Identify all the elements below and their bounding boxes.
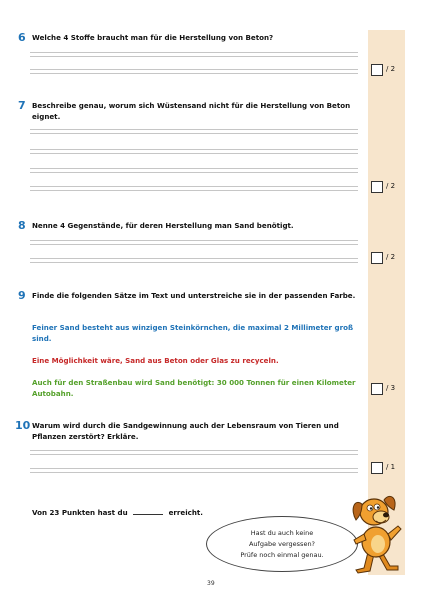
answer-line[interactable] [30,468,358,473]
max-points: / 3 [386,384,396,392]
sentence-blue: Feiner Sand besteht aus winzigen Steinkörnchen, die maximal 2 Millimeter groß sind. [32,323,354,343]
score-box-q10 [368,462,405,478]
score-box-q6 [368,64,405,80]
question-text: Warum wird durch die Sandgewinnung auch der Lebensraum von Tieren und Pflanzen zerstört? Erkläre. [32,421,339,441]
answer-line[interactable] [30,450,358,455]
answer-line[interactable] [30,168,358,173]
max-points: / 2 [386,65,396,73]
answer-line[interactable] [30,52,358,57]
question-text: Beschreibe genau, worum sich Wüstensand nicht für die Herstellung von Beton eignet. [32,101,351,121]
question-number: 10 [15,419,31,432]
bubble-line-2: Aufgabe vergessen? [248,540,316,548]
answer-line[interactable] [30,69,358,74]
answer-line[interactable] [30,258,358,263]
question-text: Welche 4 Stoffe braucht man für die Herstellung von Beton? [32,33,274,42]
question-10 [15,419,363,444]
score-input[interactable] [371,462,383,474]
total-score-blank[interactable] [133,507,163,515]
score-box-q9 [368,383,405,399]
bubble-line-1: Hast du auch keine [250,529,314,537]
sentence-red: Eine Möglichkeit wäre, Sand aus Beton oder Glas zu recyceln. [32,356,279,365]
answer-line[interactable] [30,240,358,245]
score-input[interactable] [371,383,383,395]
page-number: 39 [207,580,215,587]
speech-bubble [206,516,358,572]
total-score-before: Von 23 Punkten hast du [32,508,128,517]
total-score-line [32,507,203,517]
max-points: / 1 [386,463,396,471]
sentence-green: Auch für den Straßenbau wird Sand benötigt: 30 000 Tonnen für einen Kilometer Autobahn. [32,378,356,398]
total-score-after: erreicht. [168,508,203,517]
question-number: 9 [18,289,26,302]
question-7 [18,100,363,130]
question-text: Nenne 4 Gegenstände, für deren Herstellung man Sand benötigt. [32,221,294,230]
max-points: / 2 [386,182,396,190]
score-input[interactable] [371,181,383,193]
question-9 [18,290,363,314]
question-text: Finde die folgenden Sätze im Text und unterstreiche sie in der passenden Farbe. [32,291,356,300]
question-number: 6 [18,31,26,44]
score-input[interactable] [371,64,383,76]
question-number: 7 [18,99,26,112]
question-number: 8 [18,219,26,232]
question-8 [18,220,363,234]
bubble-line-3: Prüfe noch einmal genau. [240,551,324,559]
score-box-q7 [368,181,405,197]
bubble-text [207,528,357,561]
answer-line[interactable] [30,149,358,154]
answer-line[interactable] [30,186,358,191]
score-input[interactable] [371,252,383,264]
answer-line[interactable] [30,129,358,134]
dog-mascot-icon [346,490,408,574]
max-points: / 2 [386,253,396,261]
score-box-q8 [368,252,405,268]
